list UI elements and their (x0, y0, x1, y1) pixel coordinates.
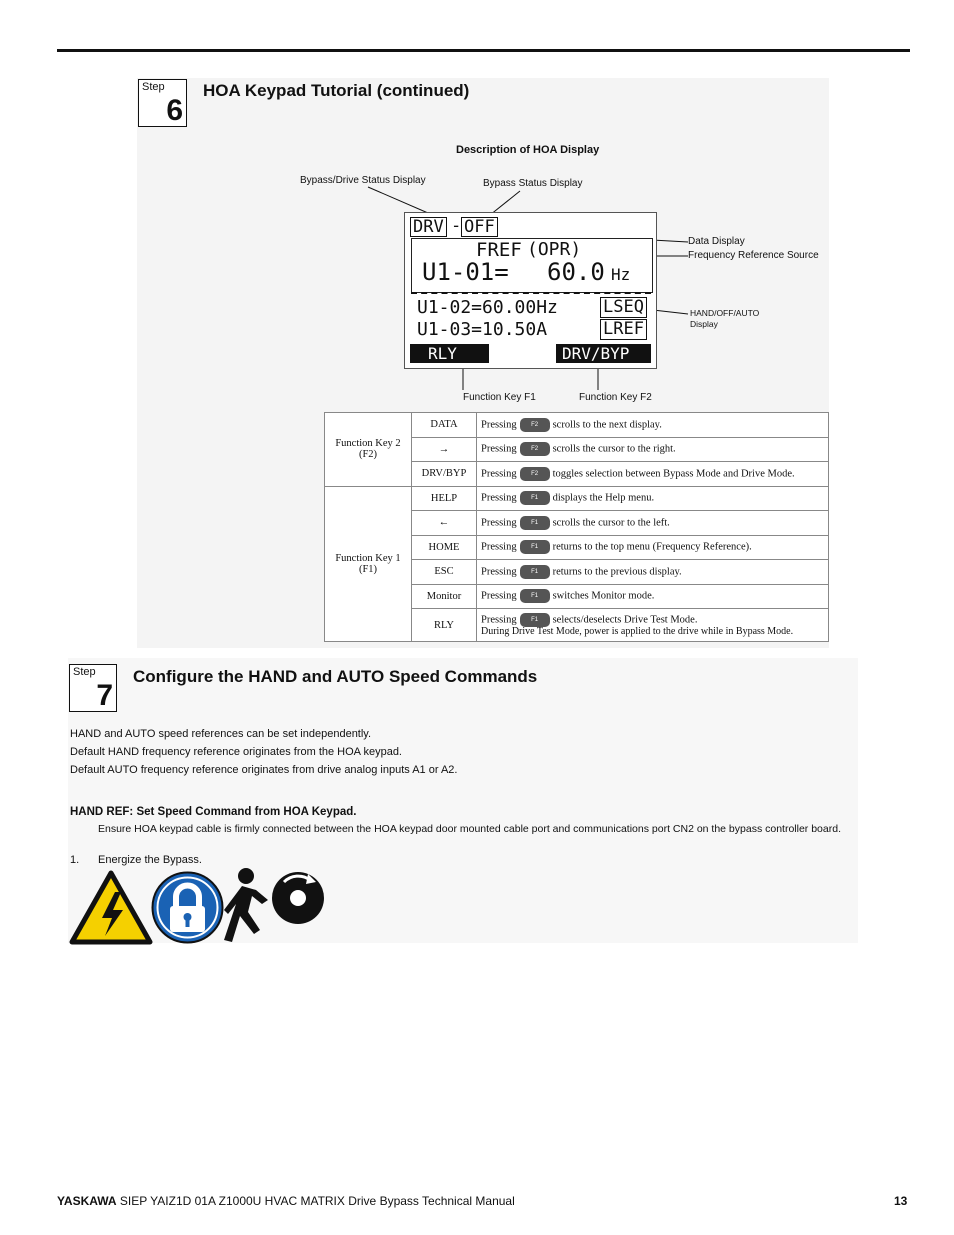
table-row (325, 413, 829, 438)
group-label: (F1) (358, 563, 378, 575)
function-description (477, 462, 829, 487)
group-label: Function Key 1 (335, 552, 401, 564)
pressing-label: Pressing (481, 614, 517, 626)
footer-brand: YASKAWA (57, 1194, 117, 1208)
lcd-fref: FREF (476, 239, 522, 261)
callout-hoa-line2: Display (690, 319, 718, 329)
hand-ref-text: Ensure HOA keypad cable is firmly connected between the HOA keypad door mounted cable port and communications port CN2 on the bypass controller board. (98, 823, 841, 835)
step-number: 7 (96, 679, 113, 712)
function-description (477, 560, 829, 585)
diagram-title: Description of HOA Display (456, 144, 600, 156)
pressing-label: Pressing (481, 419, 517, 431)
function-key-icon: F2 (520, 418, 550, 432)
callout-data-display: Data Display (688, 236, 745, 247)
function-description (477, 511, 829, 536)
group-function-key-1 (325, 486, 412, 642)
callout-hoa-line1: HAND/OFF/AUTO (690, 308, 760, 318)
function-description (477, 609, 829, 642)
step-7-title: Configure the HAND and AUTO Speed Commands (133, 667, 538, 686)
function-key-icon: F1 (520, 613, 550, 627)
function-key-icon: F2 (520, 467, 550, 481)
step-label: Step (73, 666, 96, 678)
function-key-icon: F1 (520, 540, 550, 554)
step-label: Step (142, 81, 165, 93)
function-name: → (412, 437, 477, 462)
lcd-u101-unit: Hz (611, 265, 631, 284)
callout-freq-ref-source: Frequency Reference Source (688, 250, 819, 261)
function-name: RLY (412, 609, 477, 642)
hand-ref-heading: HAND REF: Set Speed Command from HOA Keypad. (70, 806, 357, 818)
function-description (477, 413, 829, 438)
leader-line (652, 240, 688, 242)
function-description (477, 584, 829, 609)
callout-bypass-drive-status: Bypass/Drive Status Display (300, 175, 426, 186)
function-key-icon: F1 (520, 589, 550, 603)
intro-line: HAND and AUTO speed references can be set independently. (70, 728, 372, 740)
pressing-label: Pressing (481, 590, 517, 602)
description-text: scrolls to the next display. (552, 419, 662, 431)
lcd-rly-softkey: RLY (410, 344, 489, 363)
function-name: DRV/BYP (412, 462, 477, 487)
leader-line (653, 310, 688, 314)
function-name: Monitor (412, 584, 477, 609)
group-label: Function Key 2 (335, 438, 401, 450)
pressing-label: Pressing (481, 468, 517, 480)
lcd-off: OFF (461, 217, 498, 237)
lcd-u102: U1-02=60.00Hz (417, 297, 558, 318)
description-text: scrolls the cursor to the left. (552, 517, 670, 529)
description-text: returns to the top menu (Frequency Reference). (552, 541, 752, 553)
description-text: returns to the previous display. (552, 566, 682, 578)
pressing-label: Pressing (481, 541, 517, 553)
step-6-title: HOA Keypad Tutorial (continued) (203, 81, 470, 100)
lcd-drvbyp-softkey: DRV/BYP (556, 344, 651, 363)
lcd-opr: (OPR) (527, 239, 582, 260)
intro-line: Default AUTO frequency reference originates from drive analog inputs A1 or A2. (70, 764, 458, 776)
lcd-u101-value: 60.0 (547, 258, 605, 286)
description-text: toggles selection between Bypass Mode and Drive Mode. (552, 468, 795, 480)
lcd-drv: DRV (410, 217, 447, 237)
function-name: ← (412, 511, 477, 536)
function-key-icon: F1 (520, 516, 550, 530)
function-description (477, 486, 829, 511)
function-name: HOME (412, 535, 477, 560)
pressing-label: Pressing (481, 492, 517, 504)
function-key-icon: F1 (520, 565, 550, 579)
function-description (477, 535, 829, 560)
pressing-label: Pressing (481, 443, 517, 455)
callout-function-key-f1: Function Key F1 (463, 392, 536, 403)
description-note: During Drive Test Mode, power is applied to the drive while in Bypass Mode. (481, 626, 794, 637)
description-text: switches Monitor mode. (552, 590, 655, 602)
table-row (325, 486, 829, 511)
callout-function-key-f2: Function Key F2 (579, 392, 652, 403)
pressing-label: Pressing (481, 517, 517, 529)
lcd-u101: U1-01= (422, 258, 509, 286)
intro-line: Default HAND frequency reference originates from the HOA keypad. (70, 746, 402, 758)
function-key-icon: F2 (520, 442, 550, 456)
function-key-table (324, 412, 829, 642)
function-name: DATA (412, 413, 477, 438)
lcd-lseq: LSEQ (600, 297, 647, 318)
lcd-lref: LREF (600, 319, 647, 340)
function-name: ESC (412, 560, 477, 585)
step-7-badge (69, 664, 117, 712)
lcd-divider (411, 292, 651, 294)
group-label: (F2) (358, 449, 378, 461)
footer-title: SIEP YAIZ1D 01A Z1000U HVAC MATRIX Drive Bypass Technical Manual (119, 1194, 515, 1208)
group-function-key-2 (325, 413, 412, 487)
list-number: 1. (70, 854, 80, 866)
rotating-machinery-icon (222, 864, 330, 946)
hoa-lcd-display: DRV - OFF FREF (OPR) U1-01= 60.0 Hz U1-02=60.00Hz U1-03=10.50A LSEQ LREF RLY DRV/BYP (404, 212, 657, 369)
description-text: scrolls the cursor to the right. (552, 443, 676, 455)
footer-text (57, 1194, 515, 1208)
page-number: 13 (894, 1194, 908, 1208)
list-item-text: Energize the Bypass. (98, 854, 202, 866)
step-number: 6 (166, 94, 183, 127)
leader-line (368, 187, 428, 213)
pressing-label: Pressing (481, 566, 517, 578)
function-key-icon: F1 (520, 491, 550, 505)
description-text: selects/deselects Drive Test Mode. (552, 614, 698, 626)
electrical-hazard-icon (69, 870, 153, 945)
function-description (477, 437, 829, 462)
lcd-u103: U1-03=10.50A (417, 319, 548, 340)
description-text: displays the Help menu. (552, 492, 655, 504)
function-name: HELP (412, 486, 477, 511)
lockout-icon (150, 870, 225, 945)
callout-bypass-status: Bypass Status Display (483, 178, 583, 189)
